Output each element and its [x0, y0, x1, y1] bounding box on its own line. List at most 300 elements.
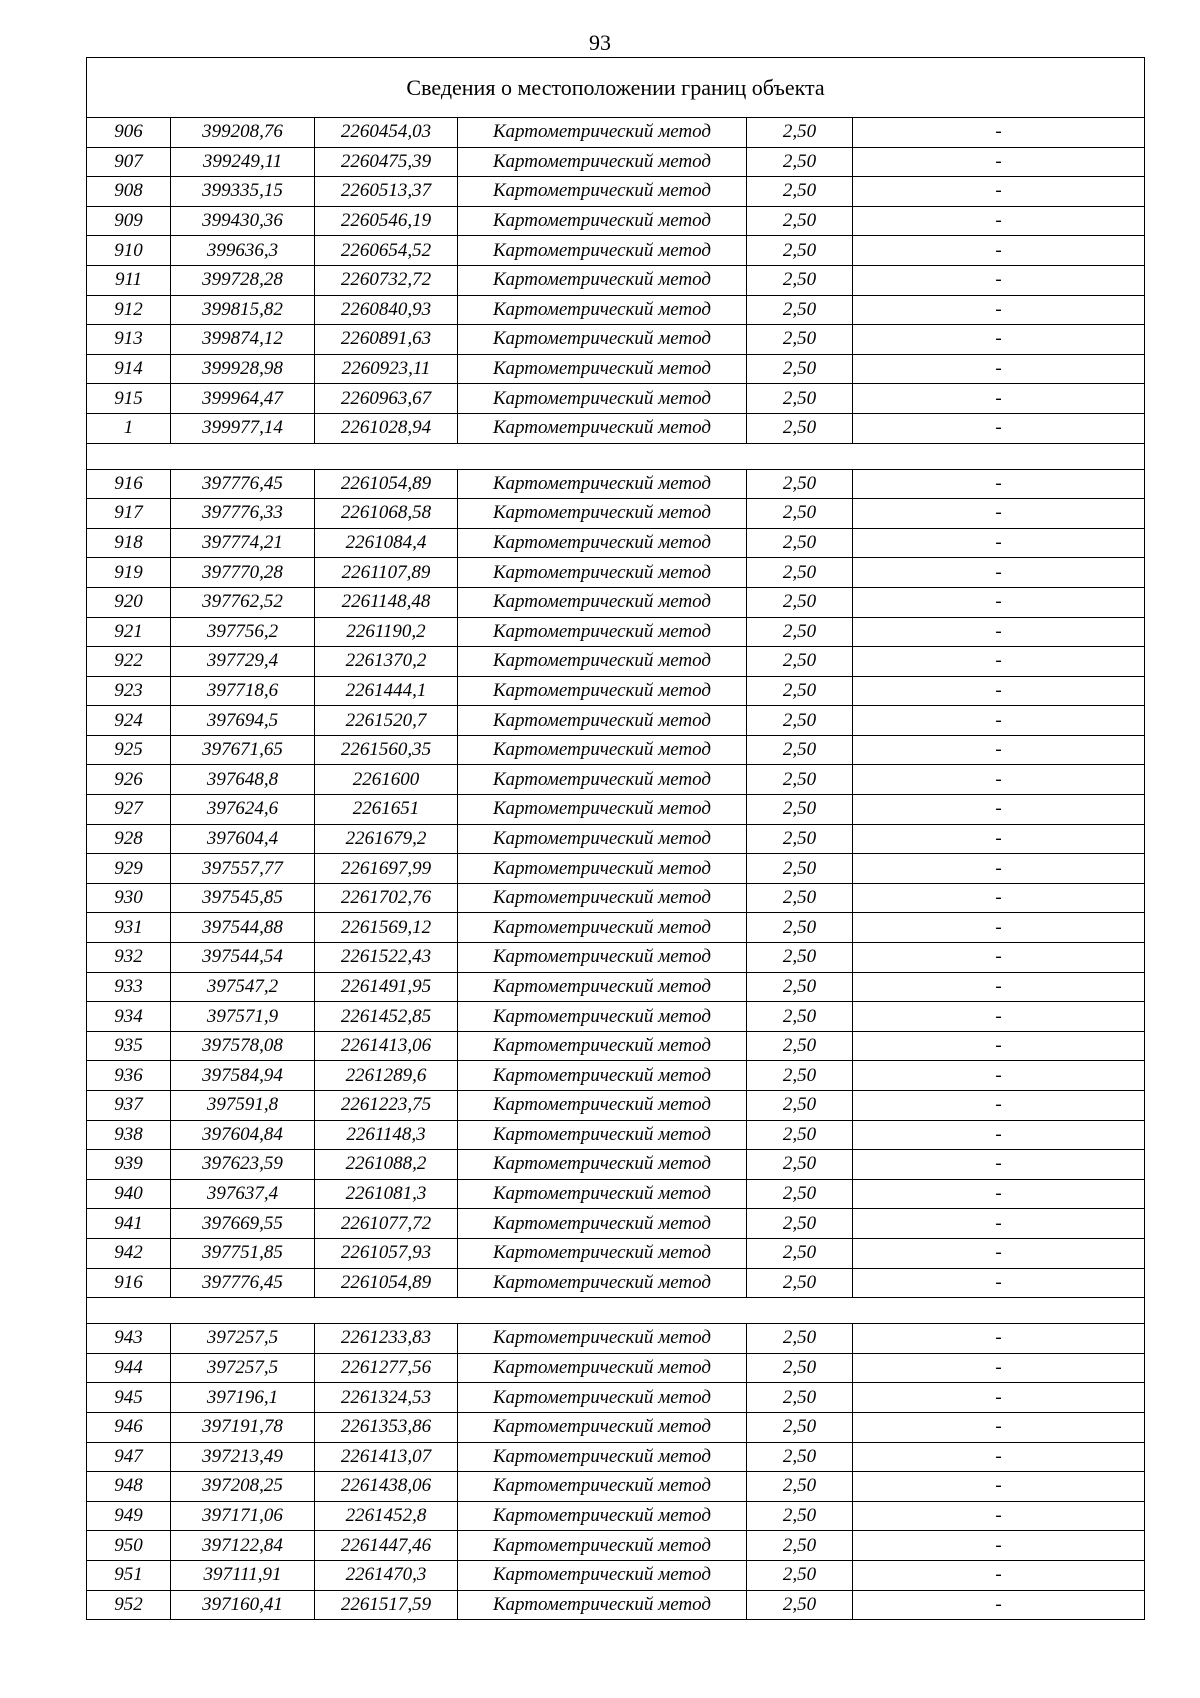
x-coordinate-cell: 397624,6	[171, 795, 315, 825]
accuracy-cell: 2,50	[747, 972, 853, 1002]
method-cell: Картометрический метод	[458, 236, 747, 266]
table-row	[87, 1412, 1145, 1442]
method-cell: Картометрический метод	[458, 706, 747, 736]
method-cell: Картометрический метод	[458, 177, 747, 207]
method-cell: Картометрический метод	[458, 558, 747, 588]
table-row	[87, 1150, 1145, 1180]
point-number-cell: 930	[87, 883, 171, 913]
point-number-cell: 917	[87, 499, 171, 529]
description-cell: -	[853, 499, 1145, 529]
description-cell: -	[853, 118, 1145, 148]
point-number-cell: 918	[87, 528, 171, 558]
point-number-cell: 938	[87, 1120, 171, 1150]
method-cell: Картометрический метод	[458, 265, 747, 295]
point-number-cell: 929	[87, 854, 171, 884]
x-coordinate-cell: 397213,49	[171, 1442, 315, 1472]
method-cell: Картометрический метод	[458, 1442, 747, 1472]
table-row	[87, 469, 1145, 499]
y-coordinate-cell: 2261600	[315, 765, 458, 795]
table-row	[87, 1472, 1145, 1502]
y-coordinate-cell: 2261520,7	[315, 706, 458, 736]
y-coordinate-cell: 2260475,39	[315, 147, 458, 177]
accuracy-cell: 2,50	[747, 676, 853, 706]
x-coordinate-cell: 397671,65	[171, 735, 315, 765]
y-coordinate-cell: 2261277,56	[315, 1353, 458, 1383]
x-coordinate-cell: 399430,36	[171, 206, 315, 236]
accuracy-cell: 2,50	[747, 1002, 853, 1032]
point-number-cell: 907	[87, 147, 171, 177]
method-cell: Картометрический метод	[458, 147, 747, 177]
y-coordinate-cell: 2261190,2	[315, 617, 458, 647]
description-cell: -	[853, 325, 1145, 355]
point-number-cell: 940	[87, 1179, 171, 1209]
x-coordinate-cell: 397776,33	[171, 499, 315, 529]
description-cell: -	[853, 587, 1145, 617]
table-title: Сведения о местоположении границ объекта	[87, 58, 1145, 118]
description-cell: -	[853, 1002, 1145, 1032]
description-cell: -	[853, 943, 1145, 973]
method-cell: Картометрический метод	[458, 765, 747, 795]
table-body	[87, 58, 1145, 1620]
x-coordinate-cell: 397770,28	[171, 558, 315, 588]
accuracy-cell: 2,50	[747, 147, 853, 177]
y-coordinate-cell: 2261084,4	[315, 528, 458, 558]
table-row	[87, 325, 1145, 355]
method-cell: Картометрический метод	[458, 1531, 747, 1561]
table-row	[87, 883, 1145, 913]
table-row	[87, 972, 1145, 1002]
y-coordinate-cell: 2261054,89	[315, 469, 458, 499]
method-cell: Картометрический метод	[458, 1150, 747, 1180]
accuracy-cell: 2,50	[747, 1091, 853, 1121]
y-coordinate-cell: 2261438,06	[315, 1472, 458, 1502]
x-coordinate-cell: 397756,2	[171, 617, 315, 647]
y-coordinate-cell: 2260654,52	[315, 236, 458, 266]
description-cell: -	[853, 295, 1145, 325]
y-coordinate-cell: 2261068,58	[315, 499, 458, 529]
table-row	[87, 1268, 1145, 1298]
table-row	[87, 295, 1145, 325]
method-cell: Картометрический метод	[458, 295, 747, 325]
y-coordinate-cell: 2261447,46	[315, 1531, 458, 1561]
point-number-cell: 944	[87, 1353, 171, 1383]
accuracy-cell: 2,50	[747, 265, 853, 295]
x-coordinate-cell: 397604,84	[171, 1120, 315, 1150]
y-coordinate-cell: 2261353,86	[315, 1412, 458, 1442]
accuracy-cell: 2,50	[747, 587, 853, 617]
x-coordinate-cell: 397776,45	[171, 1268, 315, 1298]
accuracy-cell: 2,50	[747, 883, 853, 913]
description-cell: -	[853, 528, 1145, 558]
y-coordinate-cell: 2261107,89	[315, 558, 458, 588]
point-number-cell: 925	[87, 735, 171, 765]
method-cell: Картометрический метод	[458, 325, 747, 355]
method-cell: Картометрический метод	[458, 1002, 747, 1032]
description-cell: -	[853, 1209, 1145, 1239]
description-cell: -	[853, 883, 1145, 913]
accuracy-cell: 2,50	[747, 206, 853, 236]
y-coordinate-cell: 2261569,12	[315, 913, 458, 943]
accuracy-cell: 2,50	[747, 1209, 853, 1239]
point-number-cell: 927	[87, 795, 171, 825]
method-cell: Картометрический метод	[458, 118, 747, 148]
y-coordinate-cell: 2261413,07	[315, 1442, 458, 1472]
x-coordinate-cell: 397171,06	[171, 1501, 315, 1531]
table-row	[87, 1353, 1145, 1383]
table-row	[87, 1383, 1145, 1413]
description-cell: -	[853, 177, 1145, 207]
group-separator-row	[87, 1298, 1145, 1324]
accuracy-cell: 2,50	[747, 706, 853, 736]
point-number-cell: 928	[87, 824, 171, 854]
x-coordinate-cell: 397669,55	[171, 1209, 315, 1239]
table-row	[87, 1531, 1145, 1561]
x-coordinate-cell: 397196,1	[171, 1383, 315, 1413]
point-number-cell: 946	[87, 1412, 171, 1442]
x-coordinate-cell: 397774,21	[171, 528, 315, 558]
x-coordinate-cell: 399728,28	[171, 265, 315, 295]
y-coordinate-cell: 2261491,95	[315, 972, 458, 1002]
accuracy-cell: 2,50	[747, 617, 853, 647]
point-number-cell: 1	[87, 413, 171, 443]
point-number-cell: 924	[87, 706, 171, 736]
table-row	[87, 765, 1145, 795]
accuracy-cell: 2,50	[747, 1031, 853, 1061]
y-coordinate-cell: 2261028,94	[315, 413, 458, 443]
table-row	[87, 206, 1145, 236]
x-coordinate-cell: 397751,85	[171, 1238, 315, 1268]
description-cell: -	[853, 558, 1145, 588]
y-coordinate-cell: 2261522,43	[315, 943, 458, 973]
description-cell: -	[853, 413, 1145, 443]
page-number: 93	[589, 30, 611, 55]
method-cell: Картометрический метод	[458, 1590, 747, 1620]
x-coordinate-cell: 397160,41	[171, 1590, 315, 1620]
point-number-cell: 916	[87, 1268, 171, 1298]
table-row	[87, 499, 1145, 529]
x-coordinate-cell: 399249,11	[171, 147, 315, 177]
accuracy-cell: 2,50	[747, 1179, 853, 1209]
point-number-cell: 949	[87, 1501, 171, 1531]
table-row	[87, 735, 1145, 765]
y-coordinate-cell: 2261651	[315, 795, 458, 825]
table-row	[87, 824, 1145, 854]
accuracy-cell: 2,50	[747, 1120, 853, 1150]
description-cell: -	[853, 1412, 1145, 1442]
y-coordinate-cell: 2261413,06	[315, 1031, 458, 1061]
accuracy-cell: 2,50	[747, 236, 853, 266]
y-coordinate-cell: 2261088,2	[315, 1150, 458, 1180]
table-row	[87, 587, 1145, 617]
group-separator-cell	[87, 443, 1145, 469]
y-coordinate-cell: 2261517,59	[315, 1590, 458, 1620]
description-cell: -	[853, 265, 1145, 295]
method-cell: Картометрический метод	[458, 469, 747, 499]
point-number-cell: 945	[87, 1383, 171, 1413]
table-row	[87, 1061, 1145, 1091]
accuracy-cell: 2,50	[747, 1150, 853, 1180]
y-coordinate-cell: 2261697,99	[315, 854, 458, 884]
point-number-cell: 936	[87, 1061, 171, 1091]
x-coordinate-cell: 397122,84	[171, 1531, 315, 1561]
point-number-cell: 947	[87, 1442, 171, 1472]
table-row	[87, 1442, 1145, 1472]
accuracy-cell: 2,50	[747, 1531, 853, 1561]
x-coordinate-cell: 399928,98	[171, 354, 315, 384]
accuracy-cell: 2,50	[747, 765, 853, 795]
method-cell: Картометрический метод	[458, 1268, 747, 1298]
description-cell: -	[853, 1560, 1145, 1590]
table-row	[87, 943, 1145, 973]
table-row	[87, 1209, 1145, 1239]
table-row	[87, 1120, 1145, 1150]
method-cell: Картометрический метод	[458, 1353, 747, 1383]
accuracy-cell: 2,50	[747, 1238, 853, 1268]
description-cell: -	[853, 647, 1145, 677]
table-row	[87, 913, 1145, 943]
table-row	[87, 1031, 1145, 1061]
point-number-cell: 950	[87, 1531, 171, 1561]
y-coordinate-cell: 2260546,19	[315, 206, 458, 236]
method-cell: Картометрический метод	[458, 1560, 747, 1590]
description-cell: -	[853, 913, 1145, 943]
x-coordinate-cell: 397623,59	[171, 1150, 315, 1180]
point-number-cell: 939	[87, 1150, 171, 1180]
table-row	[87, 795, 1145, 825]
table-row	[87, 558, 1145, 588]
accuracy-cell: 2,50	[747, 354, 853, 384]
method-cell: Картометрический метод	[458, 206, 747, 236]
y-coordinate-cell: 2260513,37	[315, 177, 458, 207]
x-coordinate-cell: 397604,4	[171, 824, 315, 854]
x-coordinate-cell: 399335,15	[171, 177, 315, 207]
method-cell: Картометрический метод	[458, 1412, 747, 1442]
y-coordinate-cell: 2261452,8	[315, 1501, 458, 1531]
x-coordinate-cell: 397257,5	[171, 1353, 315, 1383]
method-cell: Картометрический метод	[458, 1031, 747, 1061]
method-cell: Картометрический метод	[458, 413, 747, 443]
y-coordinate-cell: 2261324,53	[315, 1383, 458, 1413]
point-number-cell: 932	[87, 943, 171, 973]
description-cell: -	[853, 1442, 1145, 1472]
y-coordinate-cell: 2261233,83	[315, 1324, 458, 1354]
point-number-cell: 951	[87, 1560, 171, 1590]
table-row	[87, 1590, 1145, 1620]
description-cell: -	[853, 617, 1145, 647]
description-cell: -	[853, 1472, 1145, 1502]
description-cell: -	[853, 1120, 1145, 1150]
table-row	[87, 706, 1145, 736]
y-coordinate-cell: 2261679,2	[315, 824, 458, 854]
point-number-cell: 943	[87, 1324, 171, 1354]
x-coordinate-cell: 399977,14	[171, 413, 315, 443]
x-coordinate-cell: 397776,45	[171, 469, 315, 499]
point-number-cell: 915	[87, 384, 171, 414]
accuracy-cell: 2,50	[747, 384, 853, 414]
description-cell: -	[853, 1031, 1145, 1061]
y-coordinate-cell: 2261444,1	[315, 676, 458, 706]
x-coordinate-cell: 397637,4	[171, 1179, 315, 1209]
description-cell: -	[853, 676, 1145, 706]
y-coordinate-cell: 2260963,67	[315, 384, 458, 414]
x-coordinate-cell: 399964,47	[171, 384, 315, 414]
y-coordinate-cell: 2261148,3	[315, 1120, 458, 1150]
description-cell: -	[853, 765, 1145, 795]
point-number-cell: 911	[87, 265, 171, 295]
x-coordinate-cell: 397547,2	[171, 972, 315, 1002]
point-number-cell: 926	[87, 765, 171, 795]
x-coordinate-cell: 397544,88	[171, 913, 315, 943]
table-row	[87, 1501, 1145, 1531]
description-cell: -	[853, 1179, 1145, 1209]
accuracy-cell: 2,50	[747, 1560, 853, 1590]
method-cell: Картометрический метод	[458, 647, 747, 677]
method-cell: Картометрический метод	[458, 735, 747, 765]
point-number-cell: 906	[87, 118, 171, 148]
table-row	[87, 354, 1145, 384]
method-cell: Картометрический метод	[458, 824, 747, 854]
point-number-cell: 931	[87, 913, 171, 943]
accuracy-cell: 2,50	[747, 177, 853, 207]
point-number-cell: 919	[87, 558, 171, 588]
point-number-cell: 942	[87, 1238, 171, 1268]
table-row	[87, 1324, 1145, 1354]
x-coordinate-cell: 397557,77	[171, 854, 315, 884]
table-row	[87, 1238, 1145, 1268]
accuracy-cell: 2,50	[747, 1472, 853, 1502]
point-number-cell: 933	[87, 972, 171, 1002]
description-cell: -	[853, 1091, 1145, 1121]
accuracy-cell: 2,50	[747, 325, 853, 355]
method-cell: Картометрический метод	[458, 1501, 747, 1531]
point-number-cell: 922	[87, 647, 171, 677]
point-number-cell: 934	[87, 1002, 171, 1032]
x-coordinate-cell: 397544,54	[171, 943, 315, 973]
description-cell: -	[853, 1590, 1145, 1620]
method-cell: Картометрический метод	[458, 617, 747, 647]
y-coordinate-cell: 2261057,93	[315, 1238, 458, 1268]
description-cell: -	[853, 795, 1145, 825]
description-cell: -	[853, 354, 1145, 384]
y-coordinate-cell: 2260454,03	[315, 118, 458, 148]
point-number-cell: 908	[87, 177, 171, 207]
x-coordinate-cell: 399815,82	[171, 295, 315, 325]
method-cell: Картометрический метод	[458, 676, 747, 706]
table-row	[87, 147, 1145, 177]
x-coordinate-cell: 397762,52	[171, 587, 315, 617]
accuracy-cell: 2,50	[747, 1501, 853, 1531]
table-row	[87, 1002, 1145, 1032]
table-row	[87, 647, 1145, 677]
x-coordinate-cell: 397718,6	[171, 676, 315, 706]
x-coordinate-cell: 399636,3	[171, 236, 315, 266]
description-cell: -	[853, 1150, 1145, 1180]
x-coordinate-cell: 397729,4	[171, 647, 315, 677]
description-cell: -	[853, 1238, 1145, 1268]
method-cell: Картометрический метод	[458, 883, 747, 913]
accuracy-cell: 2,50	[747, 1590, 853, 1620]
description-cell: -	[853, 1531, 1145, 1561]
point-number-cell: 914	[87, 354, 171, 384]
accuracy-cell: 2,50	[747, 469, 853, 499]
accuracy-cell: 2,50	[747, 795, 853, 825]
description-cell: -	[853, 236, 1145, 266]
y-coordinate-cell: 2261148,48	[315, 587, 458, 617]
x-coordinate-cell: 397648,8	[171, 765, 315, 795]
description-cell: -	[853, 854, 1145, 884]
accuracy-cell: 2,50	[747, 1268, 853, 1298]
description-cell: -	[853, 1268, 1145, 1298]
point-number-cell: 941	[87, 1209, 171, 1239]
method-cell: Картометрический метод	[458, 384, 747, 414]
point-number-cell: 909	[87, 206, 171, 236]
description-cell: -	[853, 735, 1145, 765]
point-number-cell: 948	[87, 1472, 171, 1502]
method-cell: Картометрический метод	[458, 795, 747, 825]
y-coordinate-cell: 2261470,3	[315, 1560, 458, 1590]
y-coordinate-cell: 2261081,3	[315, 1179, 458, 1209]
accuracy-cell: 2,50	[747, 824, 853, 854]
description-cell: -	[853, 706, 1145, 736]
method-cell: Картометрический метод	[458, 1120, 747, 1150]
point-number-cell: 923	[87, 676, 171, 706]
method-cell: Картометрический метод	[458, 1091, 747, 1121]
y-coordinate-cell: 2260891,63	[315, 325, 458, 355]
description-cell: -	[853, 384, 1145, 414]
x-coordinate-cell: 397578,08	[171, 1031, 315, 1061]
accuracy-cell: 2,50	[747, 943, 853, 973]
description-cell: -	[853, 147, 1145, 177]
y-coordinate-cell: 2261560,35	[315, 735, 458, 765]
point-number-cell: 921	[87, 617, 171, 647]
method-cell: Картометрический метод	[458, 913, 747, 943]
boundary-coordinates-table	[86, 57, 1145, 1620]
accuracy-cell: 2,50	[747, 1324, 853, 1354]
table-row	[87, 236, 1145, 266]
accuracy-cell: 2,50	[747, 735, 853, 765]
table-row	[87, 1560, 1145, 1590]
description-cell: -	[853, 1324, 1145, 1354]
x-coordinate-cell: 397545,85	[171, 883, 315, 913]
method-cell: Картометрический метод	[458, 1324, 747, 1354]
accuracy-cell: 2,50	[747, 558, 853, 588]
point-number-cell: 913	[87, 325, 171, 355]
y-coordinate-cell: 2261289,6	[315, 1061, 458, 1091]
x-coordinate-cell: 397591,8	[171, 1091, 315, 1121]
table-row	[87, 1091, 1145, 1121]
accuracy-cell: 2,50	[747, 647, 853, 677]
accuracy-cell: 2,50	[747, 1383, 853, 1413]
method-cell: Картометрический метод	[458, 354, 747, 384]
y-coordinate-cell: 2261702,76	[315, 883, 458, 913]
group-separator-cell	[87, 1298, 1145, 1324]
x-coordinate-cell: 399874,12	[171, 325, 315, 355]
table-row	[87, 413, 1145, 443]
accuracy-cell: 2,50	[747, 1412, 853, 1442]
y-coordinate-cell: 2260840,93	[315, 295, 458, 325]
point-number-cell: 935	[87, 1031, 171, 1061]
table-row	[87, 528, 1145, 558]
method-cell: Картометрический метод	[458, 854, 747, 884]
y-coordinate-cell: 2261077,72	[315, 1209, 458, 1239]
y-coordinate-cell: 2261370,2	[315, 647, 458, 677]
description-cell: -	[853, 1061, 1145, 1091]
accuracy-cell: 2,50	[747, 295, 853, 325]
x-coordinate-cell: 397111,91	[171, 1560, 315, 1590]
accuracy-cell: 2,50	[747, 913, 853, 943]
method-cell: Картометрический метод	[458, 1383, 747, 1413]
method-cell: Картометрический метод	[458, 587, 747, 617]
